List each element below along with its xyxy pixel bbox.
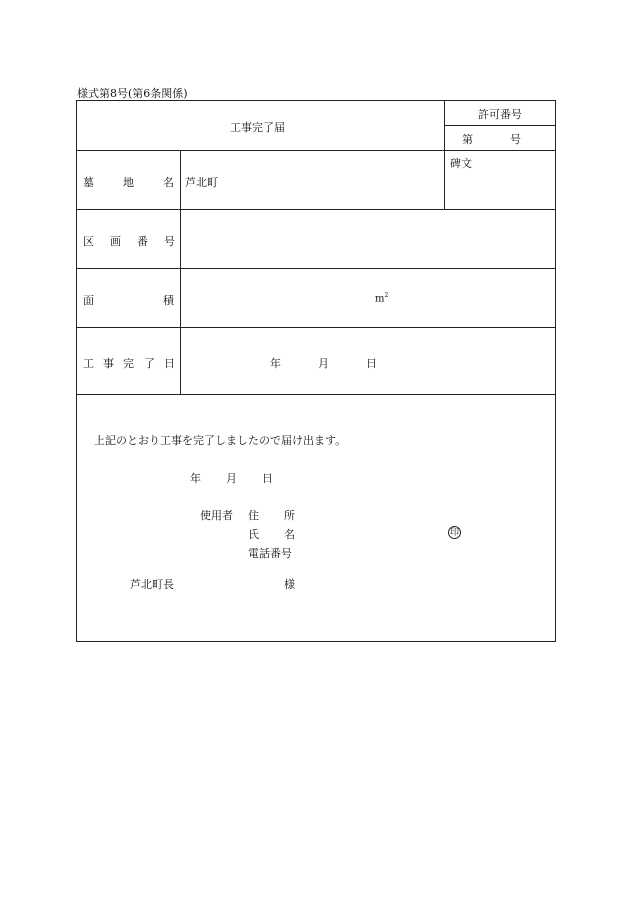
- section-label-3: 番: [137, 235, 148, 248]
- cemetery-label-1: 墓: [83, 176, 94, 189]
- form-frame: [76, 100, 556, 642]
- row-divider-4: [76, 327, 556, 328]
- user-label: 使用者: [200, 509, 233, 522]
- completion-label-3: 完: [123, 357, 134, 370]
- completion-label-4: 了: [144, 357, 155, 370]
- area-unit: [375, 292, 388, 304]
- form-title: 工事完了届: [230, 121, 285, 134]
- notice-day: 日: [262, 472, 273, 485]
- cemetery-label-3: 名: [163, 176, 174, 189]
- honorific: 様: [284, 578, 295, 591]
- section-label-4: 号: [164, 235, 175, 248]
- completion-year: 年: [270, 357, 281, 370]
- notice-month: 月: [226, 472, 237, 485]
- completion-label-1: 工: [83, 357, 94, 370]
- name-label-1: 氏: [248, 528, 259, 541]
- area-unit-base: m: [375, 293, 385, 305]
- hibun-label: 碑文: [450, 157, 472, 170]
- cemetery-name-value: 芦北町: [185, 176, 218, 189]
- completion-month: 月: [318, 357, 329, 370]
- seal-mark-icon: 印: [449, 528, 459, 538]
- permit-prefix: 第: [462, 133, 473, 146]
- permit-number-header: 許可番号: [478, 108, 522, 121]
- permit-suffix: 号: [510, 133, 521, 146]
- row-divider-1: [76, 150, 556, 151]
- permit-header-line: [444, 125, 556, 126]
- cemetery-label-2: 地: [123, 176, 134, 189]
- phone-label: 電話番号: [248, 547, 292, 560]
- notice-year: 年: [190, 472, 201, 485]
- completion-label-5: 日: [164, 357, 175, 370]
- section-number-field[interactable]: [185, 214, 551, 262]
- declaration-statement: 上記のとおり工事を完了しましたので届け出ます。: [94, 434, 347, 447]
- form-number-label: 様式第8号(第6条関係): [77, 87, 188, 100]
- label-column-divider: [180, 150, 181, 394]
- address-label-1: 住: [248, 509, 259, 522]
- row-divider-5: [76, 394, 556, 395]
- addressee: 芦北町長: [130, 578, 174, 591]
- row-divider-3: [76, 268, 556, 269]
- area-label-2: 積: [163, 294, 174, 307]
- permit-divider: [444, 100, 445, 209]
- row-divider-2: [76, 209, 556, 210]
- address-label-2: 所: [284, 509, 295, 522]
- name-label-2: 名: [284, 528, 295, 541]
- section-label-2: 画: [110, 235, 121, 248]
- section-label-1: 区: [83, 235, 94, 248]
- area-label-1: 面: [83, 294, 94, 307]
- completion-day: 日: [366, 357, 377, 370]
- completion-label-2: 事: [103, 357, 114, 370]
- area-unit-exponent: 2: [384, 292, 389, 299]
